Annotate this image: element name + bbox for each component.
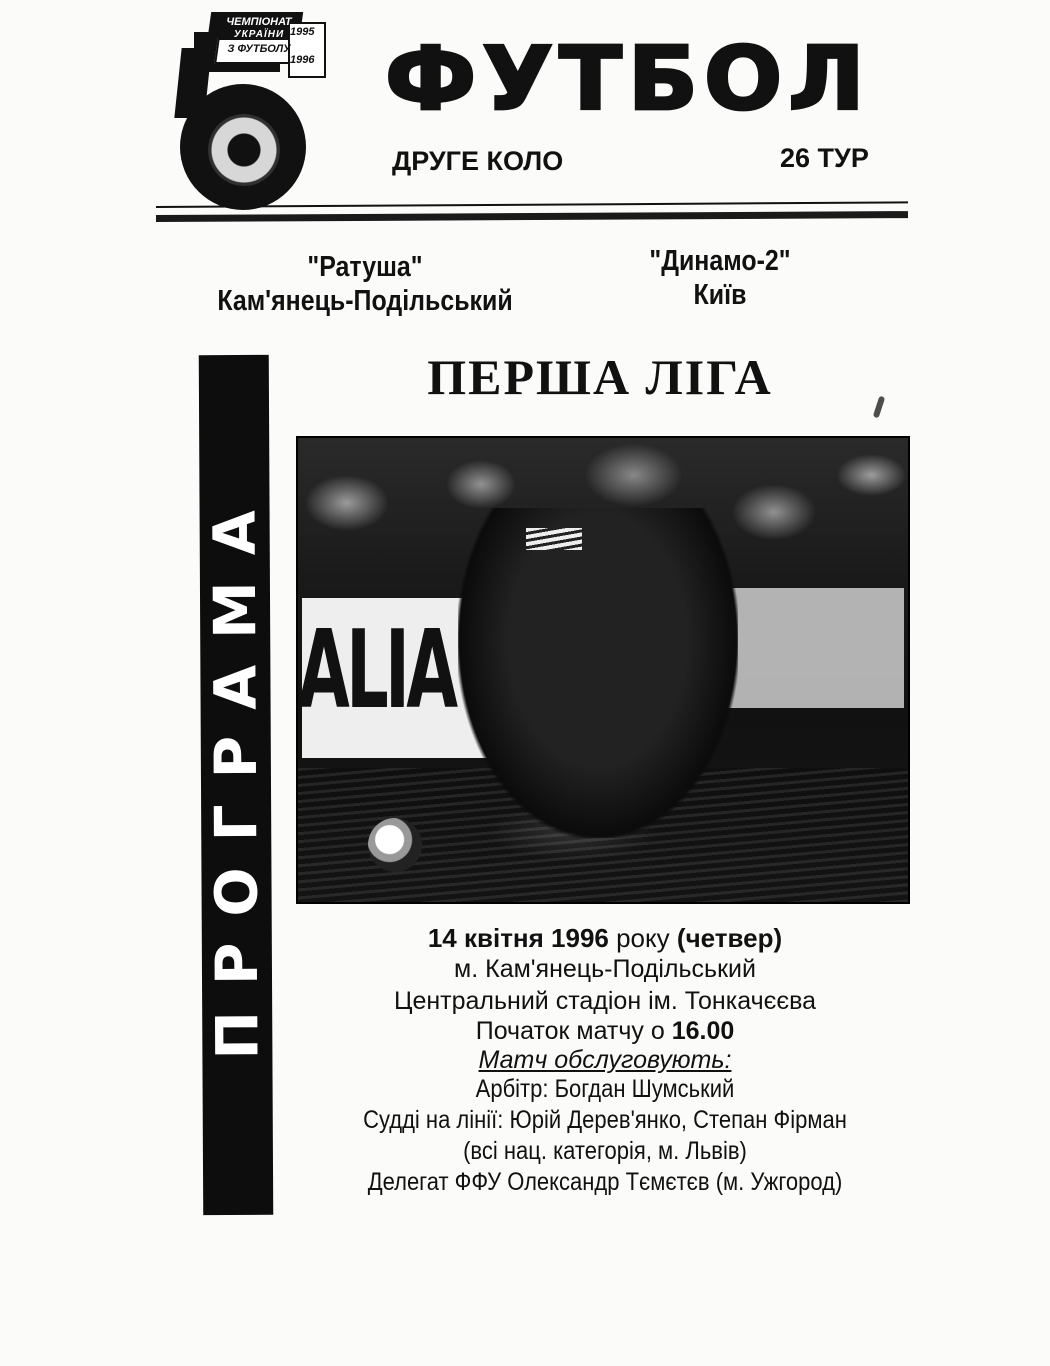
kickoff-label: Початок матчу о <box>475 1017 672 1045</box>
logo-line2: УКРАЇНИ <box>233 29 285 40</box>
linesmen: Судді на лінії: Юрій Дерев'янко, Степан Фірман <box>363 1106 847 1134</box>
officials-category: (всі нац. категорія, м. Львів) <box>463 1137 747 1165</box>
kickoff <box>300 1015 910 1047</box>
referee: Арбітр: Богдан Шумський <box>475 1075 735 1103</box>
match-city: м. Кам'янець-Подільський <box>454 955 756 983</box>
round-stage: ДРУГЕ КОЛО <box>392 146 564 176</box>
soccer-ball-icon <box>180 84 306 210</box>
side-banner <box>199 355 274 1215</box>
logo-line3: З ФУТБОЛУ <box>227 43 291 55</box>
officials-heading: Матч обслуговують: <box>478 1046 732 1074</box>
match-date-year-word: року <box>608 923 677 953</box>
kickoff-time: 16.00 <box>671 1017 735 1045</box>
match-date-bold: 14 квітня 1996 <box>427 923 609 953</box>
away-team-city: Київ <box>693 279 747 311</box>
league-title: ПЕРША ЛІГА <box>427 349 773 405</box>
match-date <box>300 922 910 954</box>
logo-year-end: 1996 <box>290 54 315 66</box>
player-headband <box>526 528 582 550</box>
match-photo <box>296 436 910 904</box>
away-team-name: "Динамо-2" <box>649 245 791 277</box>
logo-year-start: 1995 <box>290 26 315 38</box>
match-weekday: (четвер) <box>676 923 783 953</box>
ffu-delegate: Делегат ФФУ Олександр Тємєтєв (м. Ужгород) <box>367 1168 843 1196</box>
ad-board-text: ALIA <box>298 608 455 733</box>
logo-line1: ЧЕМПІОНАТ <box>226 16 292 28</box>
home-team <box>163 250 567 318</box>
side-banner-text: ПРОГРАМА <box>200 484 272 1060</box>
page-title: ФУТБОЛ <box>385 28 871 131</box>
home-team-city: Кам'янець-Подільський <box>217 285 513 317</box>
away-team <box>604 244 836 312</box>
championship-logo <box>168 8 316 216</box>
soccer-ball-pattern <box>208 114 280 186</box>
ink-smudge <box>873 396 886 419</box>
soccer-ball-icon <box>368 818 422 872</box>
match-stadium: Центральний стадіон ім. Тонкачєєва <box>393 987 817 1015</box>
player-silhouette <box>458 508 738 838</box>
matchday: 26 ТУР <box>780 143 869 173</box>
home-team-name: "Ратуша" <box>307 251 423 283</box>
